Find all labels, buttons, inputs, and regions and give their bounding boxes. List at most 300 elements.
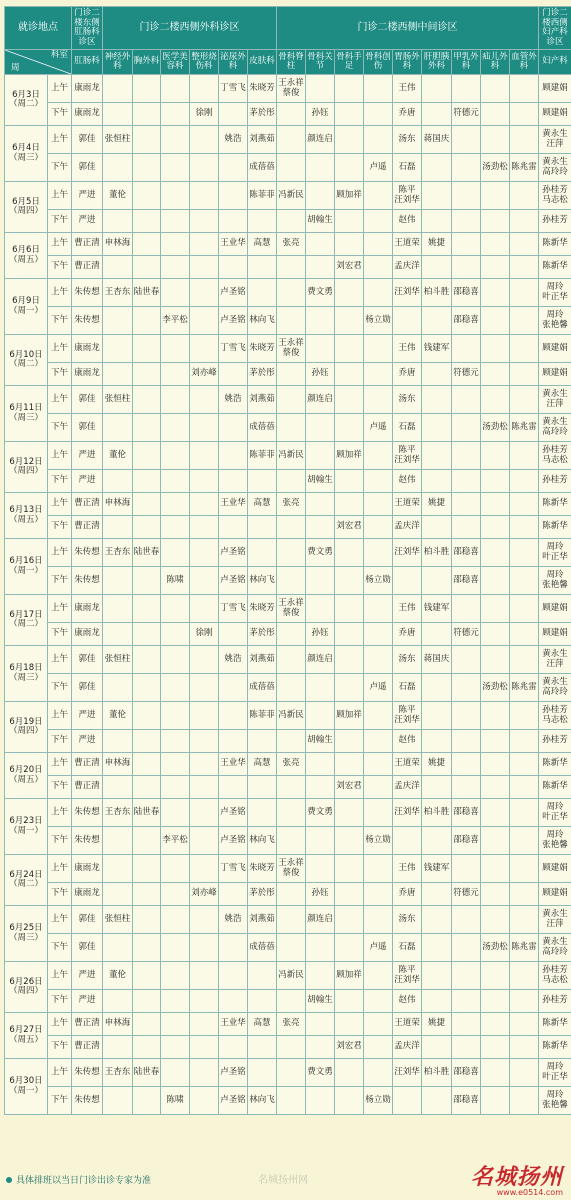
dept-header: 骨科创伤: [364, 50, 393, 75]
doctor-cell: [510, 233, 539, 256]
doctor-cell: 康雨龙: [72, 855, 103, 883]
doctor-cell: 顾加祥: [335, 702, 364, 730]
schedule-row: [5, 363, 571, 386]
doctor-cell: [161, 730, 190, 753]
doctor-cell: [190, 516, 219, 539]
doctor-cell: 乔唐: [393, 883, 422, 906]
doctor-cell: 刘燕茹: [248, 126, 277, 154]
doctor-cell: 冯新民: [277, 702, 306, 730]
schedule-row: [5, 1087, 571, 1115]
doctor-cell: [219, 103, 248, 126]
doctor-cell: [277, 307, 306, 335]
doctor-cell: 曹正清: [72, 776, 103, 799]
weekday-text: （周一）: [8, 305, 43, 316]
dept-header: 血管外科: [510, 50, 539, 75]
doctor-cell: [103, 827, 133, 855]
doctor-cell: [133, 470, 161, 493]
doctor-cell: 朱晓芳: [248, 75, 277, 103]
doctor-cell: [103, 470, 133, 493]
doctor-cell: [248, 539, 277, 567]
doctor-cell: [481, 1013, 510, 1036]
doctor-cell: [190, 990, 219, 1013]
doctor-cell: 黄永生 汪萍: [539, 646, 571, 674]
doctor-cell: [248, 799, 277, 827]
dept-header: 医学美容科: [161, 50, 190, 75]
doctor-cell: 邵稳喜: [452, 1059, 481, 1087]
time-slot: 下午: [48, 730, 72, 753]
doctor-cell: [161, 256, 190, 279]
doctor-cell: [219, 182, 248, 210]
doctor-cell: [452, 702, 481, 730]
doctor-cell: [248, 962, 277, 990]
schedule-row: [5, 442, 571, 470]
doctor-cell: [510, 1087, 539, 1115]
doctor-cell: [306, 674, 335, 702]
doctor-cell: [510, 386, 539, 414]
doctor-cell: [133, 776, 161, 799]
doctor-cell: [452, 182, 481, 210]
doctor-cell: 陆世春: [133, 279, 161, 307]
doctor-cell: [161, 623, 190, 646]
doctor-cell: [133, 154, 161, 182]
doctor-cell: [510, 855, 539, 883]
time-slot: 上午: [48, 335, 72, 363]
doctor-cell: [161, 516, 190, 539]
doctor-cell: [422, 623, 452, 646]
doctor-cell: 朱传想: [72, 539, 103, 567]
time-slot: 下午: [48, 154, 72, 182]
doctor-cell: [364, 753, 393, 776]
date-cell: [5, 1013, 48, 1059]
doctor-cell: [364, 730, 393, 753]
doctor-cell: 孙桂芳: [539, 210, 571, 233]
doctor-cell: [161, 154, 190, 182]
header-row-locations: [5, 7, 571, 50]
doctor-cell: [161, 990, 190, 1013]
logo-url: www.e0514.com: [496, 1188, 563, 1197]
doctor-cell: 杨立勋: [364, 827, 393, 855]
doctor-cell: [452, 75, 481, 103]
doctor-cell: [452, 1013, 481, 1036]
doctor-cell: [133, 103, 161, 126]
doctor-cell: 王永祥 蔡俊: [277, 335, 306, 363]
doctor-cell: 朱传想: [72, 567, 103, 595]
doctor-cell: [133, 182, 161, 210]
time-slot: 下午: [48, 1036, 72, 1059]
time-slot: 上午: [48, 75, 72, 103]
doctor-cell: 陈新华: [539, 493, 571, 516]
doctor-cell: 陈新华: [539, 516, 571, 539]
schedule-row: [5, 855, 571, 883]
doctor-cell: [335, 363, 364, 386]
doctor-cell: [510, 493, 539, 516]
doctor-cell: [306, 493, 335, 516]
doctor-cell: [190, 386, 219, 414]
doctor-cell: [133, 1087, 161, 1115]
doctor-cell: 黄永生 高玲玲: [539, 674, 571, 702]
doctor-cell: 康雨龙: [72, 103, 103, 126]
doctor-cell: [277, 934, 306, 962]
doctor-cell: [481, 799, 510, 827]
doctor-cell: [481, 493, 510, 516]
doctor-cell: [452, 442, 481, 470]
doctor-cell: [422, 730, 452, 753]
doctor-cell: [422, 934, 452, 962]
doctor-cell: 严进: [72, 730, 103, 753]
doctor-cell: 杨立勋: [364, 567, 393, 595]
doctor-cell: [103, 210, 133, 233]
doctor-cell: [133, 386, 161, 414]
time-slot: 上午: [48, 855, 72, 883]
doctor-cell: [133, 75, 161, 103]
schedule-row: [5, 567, 571, 595]
schedule-row: [5, 154, 571, 182]
schedule-row: [5, 623, 571, 646]
doctor-cell: [133, 934, 161, 962]
doctor-cell: 孟庆洋: [393, 776, 422, 799]
doctor-cell: [103, 103, 133, 126]
doctor-cell: [133, 906, 161, 934]
doctor-cell: [161, 279, 190, 307]
doctor-cell: 胡翰生: [306, 210, 335, 233]
doctor-cell: [219, 516, 248, 539]
doctor-cell: [190, 674, 219, 702]
doctor-cell: [219, 442, 248, 470]
doctor-cell: [306, 442, 335, 470]
doctor-cell: [219, 1036, 248, 1059]
doctor-cell: [190, 414, 219, 442]
doctor-cell: [335, 827, 364, 855]
weekday-text: （周二）: [8, 879, 43, 889]
doctor-cell: 康雨龙: [72, 883, 103, 906]
doctor-cell: [277, 730, 306, 753]
doctor-cell: [277, 827, 306, 855]
doctor-cell: [481, 386, 510, 414]
doctor-cell: 刘宏君: [335, 776, 364, 799]
time-slot: 上午: [48, 753, 72, 776]
doctor-cell: [452, 470, 481, 493]
time-slot: 上午: [48, 702, 72, 730]
doctor-cell: 杨立勋: [364, 307, 393, 335]
doctor-cell: [422, 75, 452, 103]
doctor-cell: 茅於彤: [248, 883, 277, 906]
doctor-cell: 高慧: [248, 1013, 277, 1036]
doctor-cell: [452, 855, 481, 883]
doctor-cell: [335, 730, 364, 753]
doctor-cell: 张亮: [277, 1013, 306, 1036]
doctor-cell: [277, 126, 306, 154]
dept-header: 胃肠外科: [393, 50, 422, 75]
doctor-cell: [510, 470, 539, 493]
doctor-cell: [133, 646, 161, 674]
doctor-cell: 周玲 叶正华: [539, 799, 571, 827]
doctor-cell: 王伟: [393, 595, 422, 623]
doctor-cell: 赵伟: [393, 470, 422, 493]
doctor-cell: 张亮: [277, 493, 306, 516]
doctor-cell: 刘宏君: [335, 256, 364, 279]
doctor-cell: [277, 1036, 306, 1059]
doctor-cell: 康雨龙: [72, 363, 103, 386]
doctor-cell: [335, 753, 364, 776]
doctor-cell: [277, 646, 306, 674]
doctor-cell: [190, 567, 219, 595]
doctor-cell: 严进: [72, 990, 103, 1013]
date-text: 6月24日: [9, 869, 43, 880]
doctor-cell: 陈平 汪刘华: [393, 442, 422, 470]
doctor-cell: 曹正清: [72, 493, 103, 516]
doctor-cell: 陈新华: [539, 1036, 571, 1059]
doctor-cell: [277, 103, 306, 126]
weekday-text: （周五）: [8, 1034, 43, 1045]
doctor-cell: 陈新华: [539, 776, 571, 799]
doctor-cell: [452, 256, 481, 279]
doctor-cell: [277, 1087, 306, 1115]
doctor-cell: [481, 210, 510, 233]
schedule-row: [5, 702, 571, 730]
doctor-cell: 汪刘华: [393, 799, 422, 827]
weekday-text: （周二）: [8, 99, 43, 109]
doctor-cell: [335, 307, 364, 335]
doctor-cell: 严进: [72, 442, 103, 470]
doctor-cell: 王业华: [219, 753, 248, 776]
time-slot: 上午: [48, 233, 72, 256]
doctor-cell: 王道荣: [393, 1013, 422, 1036]
doctor-cell: 邵稳喜: [452, 827, 481, 855]
doctor-cell: 卢遥: [364, 414, 393, 442]
doctor-cell: 茅於彤: [248, 363, 277, 386]
doctor-cell: [452, 753, 481, 776]
doctor-cell: 姚捷: [422, 1013, 452, 1036]
doctor-cell: [133, 567, 161, 595]
time-slot: 下午: [48, 363, 72, 386]
date-cell: [5, 335, 48, 386]
doctor-cell: [190, 307, 219, 335]
doctor-cell: 汪刘华: [393, 539, 422, 567]
schedule-row: [5, 962, 571, 990]
doctor-cell: [306, 75, 335, 103]
doctor-cell: [133, 493, 161, 516]
doctor-cell: 郭佳: [72, 906, 103, 934]
doctor-cell: [190, 827, 219, 855]
doctor-cell: 曹正清: [72, 1013, 103, 1036]
doctor-cell: 蒋国庆: [422, 126, 452, 154]
date-text: 6月11日: [9, 403, 43, 413]
doctor-cell: [277, 256, 306, 279]
doctor-cell: [510, 210, 539, 233]
schedule-row: [5, 753, 571, 776]
time-slot: 上午: [48, 279, 72, 307]
doctor-cell: [481, 855, 510, 883]
doctor-cell: 王业华: [219, 1013, 248, 1036]
doctor-cell: [133, 335, 161, 363]
doctor-cell: [335, 1087, 364, 1115]
doctor-cell: [510, 363, 539, 386]
doctor-cell: [161, 1036, 190, 1059]
schedule-row: [5, 279, 571, 307]
doctor-cell: [277, 623, 306, 646]
doctor-cell: [219, 776, 248, 799]
doctor-cell: [335, 210, 364, 233]
weekday-text: （周一）: [8, 1085, 43, 1096]
doctor-cell: [219, 990, 248, 1013]
doctor-cell: [133, 442, 161, 470]
schedule-row: [5, 883, 571, 906]
doctor-cell: 王杏东: [103, 539, 133, 567]
doctor-cell: [364, 539, 393, 567]
doctor-cell: [422, 256, 452, 279]
doctor-cell: [277, 516, 306, 539]
doctor-cell: [103, 75, 133, 103]
doctor-cell: 汤东: [393, 386, 422, 414]
doctor-cell: 顾建娟: [539, 595, 571, 623]
doctor-cell: [481, 883, 510, 906]
doctor-cell: [161, 595, 190, 623]
doctor-cell: [335, 386, 364, 414]
doctor-cell: 王道荣: [393, 233, 422, 256]
doctor-cell: [510, 279, 539, 307]
doctor-cell: 王伟: [393, 335, 422, 363]
doctor-cell: [335, 414, 364, 442]
time-slot: 上午: [48, 1013, 72, 1036]
doctor-cell: 顾加祥: [335, 442, 364, 470]
doctor-cell: [481, 539, 510, 567]
doctor-cell: [133, 256, 161, 279]
doctor-cell: [133, 126, 161, 154]
doctor-cell: [248, 470, 277, 493]
doctor-cell: [219, 962, 248, 990]
doctor-cell: 李平松: [161, 307, 190, 335]
doctor-cell: 胡翰生: [306, 730, 335, 753]
doctor-cell: [161, 776, 190, 799]
doctor-cell: 费文勇: [306, 539, 335, 567]
doctor-cell: [422, 414, 452, 442]
schedule-row: [5, 1059, 571, 1087]
doctor-cell: 石磊: [393, 154, 422, 182]
doctor-cell: [335, 623, 364, 646]
time-slot: 下午: [48, 210, 72, 233]
doctor-cell: 邵稳喜: [452, 539, 481, 567]
schedule-row: [5, 386, 571, 414]
doctor-cell: [393, 1087, 422, 1115]
time-slot: 上午: [48, 386, 72, 414]
doctor-cell: [133, 623, 161, 646]
doctor-cell: [161, 470, 190, 493]
doctor-cell: [103, 567, 133, 595]
doctor-cell: [190, 776, 219, 799]
doctor-cell: 孙桂芳 马志松: [539, 182, 571, 210]
doctor-cell: [510, 335, 539, 363]
weekday-text: （周二）: [8, 359, 43, 369]
schedule-row: [5, 103, 571, 126]
doctor-cell: 刘宏君: [335, 1036, 364, 1059]
doctor-cell: [422, 776, 452, 799]
doctor-cell: [133, 827, 161, 855]
doctor-cell: 汤东: [393, 126, 422, 154]
doctor-cell: [277, 906, 306, 934]
doctor-cell: [248, 279, 277, 307]
doctor-cell: [452, 906, 481, 934]
doctor-cell: [510, 595, 539, 623]
doctor-cell: [364, 386, 393, 414]
doctor-cell: [306, 335, 335, 363]
doctor-cell: 姚捷: [422, 233, 452, 256]
doctor-cell: [306, 934, 335, 962]
doctor-cell: 黄永生 高玲玲: [539, 154, 571, 182]
doctor-cell: 申林海: [103, 1013, 133, 1036]
doctor-cell: [364, 126, 393, 154]
doctor-cell: [161, 962, 190, 990]
doctor-cell: [161, 1059, 190, 1087]
doctor-cell: 孟庆洋: [393, 256, 422, 279]
doctor-cell: [133, 730, 161, 753]
doctor-cell: [481, 702, 510, 730]
doctor-cell: [422, 307, 452, 335]
doctor-cell: [452, 210, 481, 233]
doctor-cell: 颜连启: [306, 646, 335, 674]
doctor-cell: 孙桂芳 马志松: [539, 702, 571, 730]
doctor-cell: [335, 906, 364, 934]
doctor-cell: [306, 414, 335, 442]
weekday-text: （周三）: [8, 412, 43, 423]
doctor-cell: 汤东: [393, 646, 422, 674]
doctor-cell: [364, 883, 393, 906]
doctor-cell: 柏斗胜: [422, 539, 452, 567]
date-cell: [5, 233, 48, 279]
doctor-cell: [452, 414, 481, 442]
date-cell: [5, 702, 48, 753]
doctor-cell: [190, 442, 219, 470]
doctor-cell: 汤劲松: [481, 674, 510, 702]
doctor-cell: [161, 674, 190, 702]
dept-header: 肛肠科: [72, 50, 103, 75]
doctor-cell: [161, 539, 190, 567]
doctor-cell: [335, 233, 364, 256]
doctor-cell: 汤东: [393, 906, 422, 934]
doctor-cell: [103, 730, 133, 753]
doctor-cell: [133, 1036, 161, 1059]
doctor-cell: [364, 75, 393, 103]
doctor-cell: [103, 595, 133, 623]
doctor-cell: 徐刚: [190, 103, 219, 126]
doctor-cell: [393, 307, 422, 335]
doctor-cell: 陈平 汪刘华: [393, 702, 422, 730]
date-text: 6月12日: [9, 456, 43, 467]
doctor-cell: 费文勇: [306, 799, 335, 827]
doctor-cell: 邵稳喜: [452, 307, 481, 335]
doctor-cell: 卢圣铭: [219, 827, 248, 855]
doctor-cell: 康雨龙: [72, 623, 103, 646]
doctor-cell: [481, 470, 510, 493]
doctor-cell: 汤劲松: [481, 154, 510, 182]
doctor-cell: 钱建军: [422, 855, 452, 883]
group-middle: 门诊二楼西侧中间诊区: [277, 7, 539, 50]
doctor-cell: [364, 363, 393, 386]
doctor-cell: [481, 103, 510, 126]
date-text: 6月13日: [9, 505, 43, 515]
doctor-cell: 周玲 叶正华: [539, 1059, 571, 1087]
doctor-cell: [219, 702, 248, 730]
doctor-cell: 王伟: [393, 855, 422, 883]
doctor-cell: [277, 386, 306, 414]
doctor-cell: 王永祥 蔡俊: [277, 75, 306, 103]
doctor-cell: [190, 126, 219, 154]
doctor-cell: [364, 595, 393, 623]
doctor-cell: [190, 493, 219, 516]
doctor-cell: 费文勇: [306, 279, 335, 307]
doctor-cell: 顾建娟: [539, 335, 571, 363]
doctor-cell: 董伦: [103, 702, 133, 730]
doctor-cell: [422, 1087, 452, 1115]
